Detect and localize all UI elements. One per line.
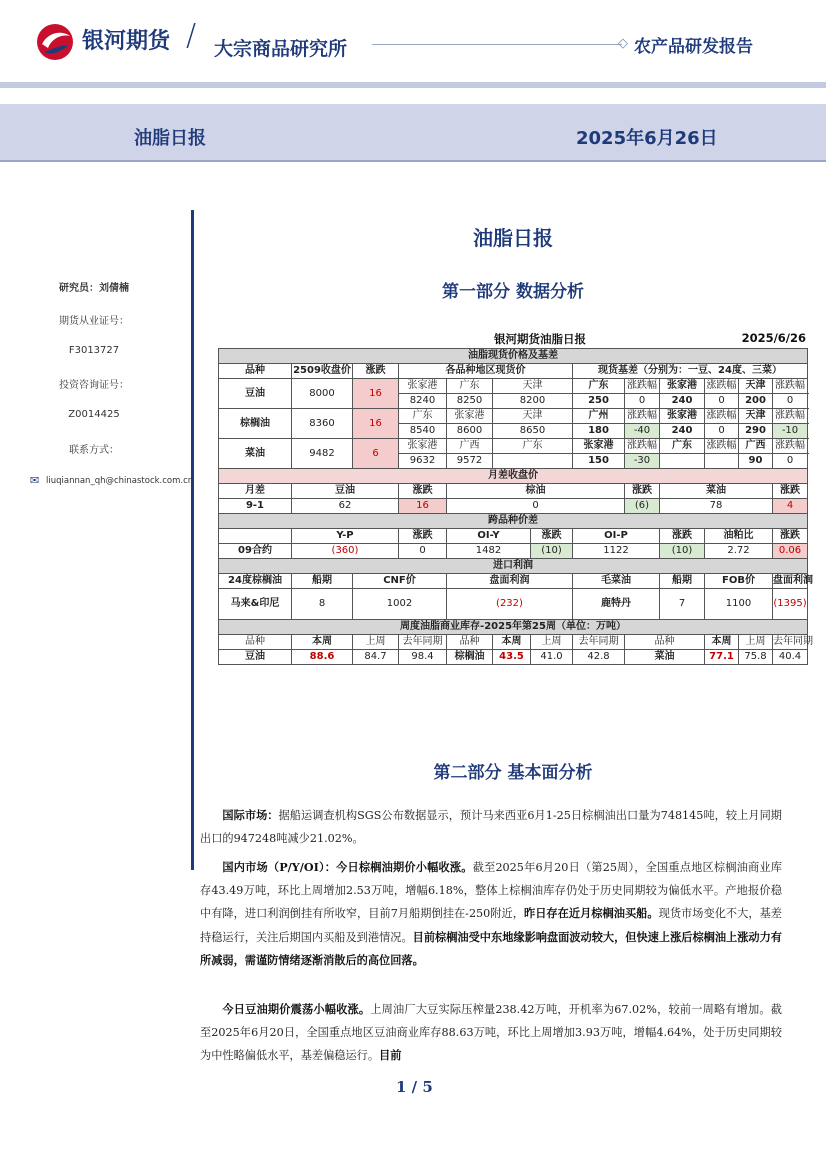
region: 广东: [493, 439, 573, 454]
basis-label: 涨跌幅: [625, 379, 660, 394]
basis-value: 240: [660, 394, 705, 409]
basis-change: 0: [773, 394, 808, 409]
paragraph-text: 截至2025年6月20日（第25周），全国重点地区棕榈油商业库存43.49万吨，环比上周增加2.53万吨，增幅6.18%，整体上棕榈油库存仍处于历史同期较为偏低水平。产地报价稳中有降，进口利润倒挂有所收窄，目前7月船期倒挂在-250附近，: [200, 861, 782, 921]
col-header: 去年同期: [573, 635, 625, 650]
basis-value: 290: [739, 424, 773, 439]
col-header: 品种: [625, 635, 705, 650]
basis-label: 涨跌幅: [705, 379, 739, 394]
advice-number: Z0014425: [68, 409, 120, 420]
import-profit: (1395): [773, 589, 808, 620]
section-month-spread: 月差收盘价: [219, 469, 808, 484]
basis-change: [705, 454, 739, 469]
spot-price: 8200: [493, 394, 573, 409]
col-header: 涨跌: [773, 529, 808, 544]
inventory-last-week: 41.0: [531, 650, 573, 665]
basis-region: 天津: [739, 379, 773, 394]
oils-daily-table: [218, 348, 813, 665]
region: 广西: [447, 439, 493, 454]
col-header: [219, 529, 292, 544]
region: 张家港: [447, 409, 493, 424]
header-rule: [372, 44, 622, 45]
header-stripe: [0, 82, 826, 88]
spot-price: 9572: [447, 454, 493, 469]
department-name: 大宗商品研究所: [214, 38, 348, 60]
close-price: 8360: [292, 409, 353, 439]
spot-price: 8240: [399, 394, 447, 409]
col-header: 24度棕榈油: [219, 574, 292, 589]
table-title: 银河期货油脂日报: [494, 332, 586, 346]
basis-region: 广西: [739, 439, 773, 454]
spread-value: 62: [292, 499, 399, 514]
col-header: OI-P: [573, 529, 660, 544]
section-cross-spread: 跨品种价差: [219, 514, 808, 529]
inventory-this-week: 77.1: [705, 650, 739, 665]
cross-change: (10): [531, 544, 573, 559]
col-header: 涨跌: [773, 484, 808, 499]
inventory-this-week: 88.6: [292, 650, 353, 665]
paragraph-emphasis: 昨日存在近月棕榈油买船。: [523, 906, 659, 921]
paragraph-text: 上周油厂大豆实际压榨量238.42万吨，开机率为67.02%，较前一周略有增加。截至2025年6月20日，全国重点地区豆油商业库存88.63万吨，环比上周增加3.93万吨，增幅4.64%，处于历史同期较为中性略偏低水平，基差偏稳运行。: [200, 1003, 782, 1063]
sidebar-divider: [191, 210, 194, 870]
col-header: 盘面利润: [447, 574, 573, 589]
product-cell: 棕榈油: [219, 409, 292, 439]
report-type: 农产品研发报告: [634, 37, 753, 57]
basis-label: 涨跌幅: [625, 439, 660, 454]
cross-value: 1122: [573, 544, 660, 559]
cross-change: (10): [660, 544, 705, 559]
contact-email[interactable]: liuqiannan_qh@chinastock.com.cn: [46, 476, 194, 486]
inventory-this-week: 43.5: [493, 650, 531, 665]
section-title-fundamentals: 第二部分 基本面分析: [433, 763, 593, 783]
inventory-last-year: 42.8: [573, 650, 625, 665]
col-header: 本周: [493, 635, 531, 650]
cert-number: F3013727: [68, 345, 120, 356]
inventory-last-year: 40.4: [773, 650, 808, 665]
col-header: 本周: [292, 635, 353, 650]
basis-value: 180: [573, 424, 625, 439]
cross-change: 0: [399, 544, 447, 559]
basis-value: 250: [573, 394, 625, 409]
contact-label: 联系方式：: [69, 445, 119, 456]
cross-change: 0.06: [773, 544, 808, 559]
basis-value: 240: [660, 424, 705, 439]
cross-value: 2.72: [705, 544, 773, 559]
col-header: 涨跌: [531, 529, 573, 544]
spot-price: 8250: [447, 394, 493, 409]
basis-label: 涨跌幅: [705, 409, 739, 424]
basis-region: 张家港: [573, 439, 625, 454]
spot-price: 8540: [399, 424, 447, 439]
basis-label: 涨跌幅: [773, 379, 808, 394]
basis-region: 天津: [739, 409, 773, 424]
col-header: 涨跌: [399, 484, 447, 499]
inventory-product: 菜油: [625, 650, 705, 665]
region: 广东: [447, 379, 493, 394]
table-date: 2025/6/26: [741, 331, 806, 345]
close-price: 9482: [292, 439, 353, 469]
report-title: 油脂日报: [473, 226, 553, 250]
spread-value: 0: [447, 499, 625, 514]
basis-change: 0: [705, 394, 739, 409]
spot-price: 9632: [399, 454, 447, 469]
spread-change: 16: [399, 499, 447, 514]
col-header: 油粕比: [705, 529, 773, 544]
inventory-product: 豆油: [219, 650, 292, 665]
basis-value: 150: [573, 454, 625, 469]
col-header: 豆油: [292, 484, 399, 499]
basis-region: 张家港: [660, 379, 705, 394]
cross-value: 1482: [447, 544, 531, 559]
basis-value: [660, 454, 705, 469]
spot-price: 8600: [447, 424, 493, 439]
import-profit: (232): [447, 589, 573, 620]
col-header: 涨跌: [353, 364, 399, 379]
basis-change: 0: [773, 454, 808, 469]
col-header: 去年同期: [773, 635, 808, 650]
region: 广东: [399, 409, 447, 424]
col-header: 2509收盘价: [292, 364, 353, 379]
col-header: 涨跌: [660, 529, 705, 544]
spread-value: 78: [660, 499, 773, 514]
basis-change: -40: [625, 424, 660, 439]
inventory-product: 棕榈油: [447, 650, 493, 665]
paragraph-international: [200, 804, 782, 850]
basis-region: 广州: [573, 409, 625, 424]
cert-label: 期货从业证号：: [59, 316, 129, 327]
advice-label: 投资咨询证号：: [59, 380, 129, 391]
col-header: 品种: [219, 364, 292, 379]
table-caption: [218, 331, 806, 347]
spot-price: 8650: [493, 424, 573, 439]
cross-value: (360): [292, 544, 399, 559]
paragraph-text: 据船运调查机构SGS公布数据显示，预计马来西亚6月1-25日棕榈油出口量为748145吨，较上月同期出口的947248吨减少21.02%。: [200, 809, 782, 845]
paragraph-text: 现货市场变化不大，基差持稳运行，关注后期国内买船及到港情况。: [200, 907, 782, 944]
col-header: 品种: [219, 635, 292, 650]
basis-value: 90: [739, 454, 773, 469]
basis-label: 涨跌幅: [705, 439, 739, 454]
basis-region: 张家港: [660, 409, 705, 424]
diamond-icon: ◇: [618, 36, 628, 51]
import-origin: 马来&印尼: [219, 589, 292, 620]
basis-region: 广东: [660, 439, 705, 454]
band-date: 2025年6月26日: [576, 128, 718, 149]
company-logo-icon: [34, 22, 76, 62]
col-header: 涨跌: [625, 484, 660, 499]
region: 天津: [493, 409, 573, 424]
cross-contract: 09合约: [219, 544, 292, 559]
col-header: 上周: [353, 635, 399, 650]
col-header: 各品种地区现货价: [399, 364, 573, 379]
price-change: 6: [353, 439, 399, 469]
import-origin: 鹿特丹: [573, 589, 660, 620]
col-header: 现货基差（分别为：一豆、24度、三菜）: [573, 364, 808, 379]
basis-change: -30: [625, 454, 660, 469]
import-price: 1002: [353, 589, 447, 620]
section-inventory: 周度油脂商业库存-2025年第25周（单位：万吨）: [219, 620, 808, 635]
paragraph-soyoil: [200, 998, 782, 1068]
paragraph-domestic: [200, 856, 782, 973]
header-divider: /: [186, 18, 197, 53]
region: 天津: [493, 379, 573, 394]
company-name: 银河期货: [82, 29, 171, 54]
col-header: 涨跌: [399, 529, 447, 544]
col-header: 上周: [531, 635, 573, 650]
col-header: 本周: [705, 635, 739, 650]
spread-change: 4: [773, 499, 808, 514]
basis-label: 涨跌幅: [773, 409, 808, 424]
inventory-last-week: 75.8: [739, 650, 773, 665]
paragraph-emphasis: 目前棕榈油受中东地缘影响盘面波动较大，但快速上涨后棕榈油上涨动力有所减弱，需谨防情绪逐渐消散后的高位回落。: [200, 929, 782, 968]
col-header: FOB价: [705, 574, 773, 589]
col-header: 毛菜油: [573, 574, 660, 589]
import-price: 1100: [705, 589, 773, 620]
col-header: 船期: [660, 574, 705, 589]
basis-label: 涨跌幅: [625, 409, 660, 424]
col-header: 菜油: [660, 484, 773, 499]
col-header: OI-Y: [447, 529, 531, 544]
import-shipping: 7: [660, 589, 705, 620]
price-change: 16: [353, 409, 399, 439]
spot-price: [493, 454, 573, 469]
col-header: 上周: [739, 635, 773, 650]
basis-region: 广东: [573, 379, 625, 394]
basis-change: -10: [773, 424, 808, 439]
import-shipping: 8: [292, 589, 353, 620]
paragraph-lead: 国内市场（P/Y/OI）：今日棕榈油期价小幅收涨。: [222, 860, 473, 874]
paragraph-lead: 今日豆油期价震荡小幅收涨。: [222, 1002, 371, 1016]
basis-change: 0: [625, 394, 660, 409]
researcher-name: 研究员：刘倩楠: [59, 283, 129, 294]
mail-icon: ✉: [30, 474, 40, 487]
col-header: Y-P: [292, 529, 399, 544]
product-cell: 豆油: [219, 379, 292, 409]
col-header: CNF价: [353, 574, 447, 589]
section-title-data: 第一部分 数据分析: [442, 282, 584, 302]
inventory-last-week: 84.7: [353, 650, 399, 665]
col-header: 船期: [292, 574, 353, 589]
section-import-profit: 进口利润: [219, 559, 808, 574]
inventory-last-year: 98.4: [399, 650, 447, 665]
col-header: 盘面利润: [773, 574, 808, 589]
region: 张家港: [399, 379, 447, 394]
band-title: 油脂日报: [134, 128, 206, 149]
col-header: 月差: [219, 484, 292, 499]
paragraph-lead: 国际市场：: [222, 808, 279, 822]
close-price: 8000: [292, 379, 353, 409]
spread-contract: 9-1: [219, 499, 292, 514]
basis-label: 涨跌幅: [773, 439, 808, 454]
basis-change: 0: [705, 424, 739, 439]
page-number: 1 / 5: [396, 1078, 433, 1096]
region: 张家港: [399, 439, 447, 454]
col-header: 品种: [447, 635, 493, 650]
col-header: 去年同期: [399, 635, 447, 650]
product-cell: 菜油: [219, 439, 292, 469]
paragraph-emphasis: 目前: [379, 1048, 402, 1063]
basis-value: 200: [739, 394, 773, 409]
spread-change: (6): [625, 499, 660, 514]
price-change: 16: [353, 379, 399, 409]
col-header: 棕油: [447, 484, 625, 499]
section-spot-basis: 油脂现货价格及基差: [219, 349, 808, 364]
